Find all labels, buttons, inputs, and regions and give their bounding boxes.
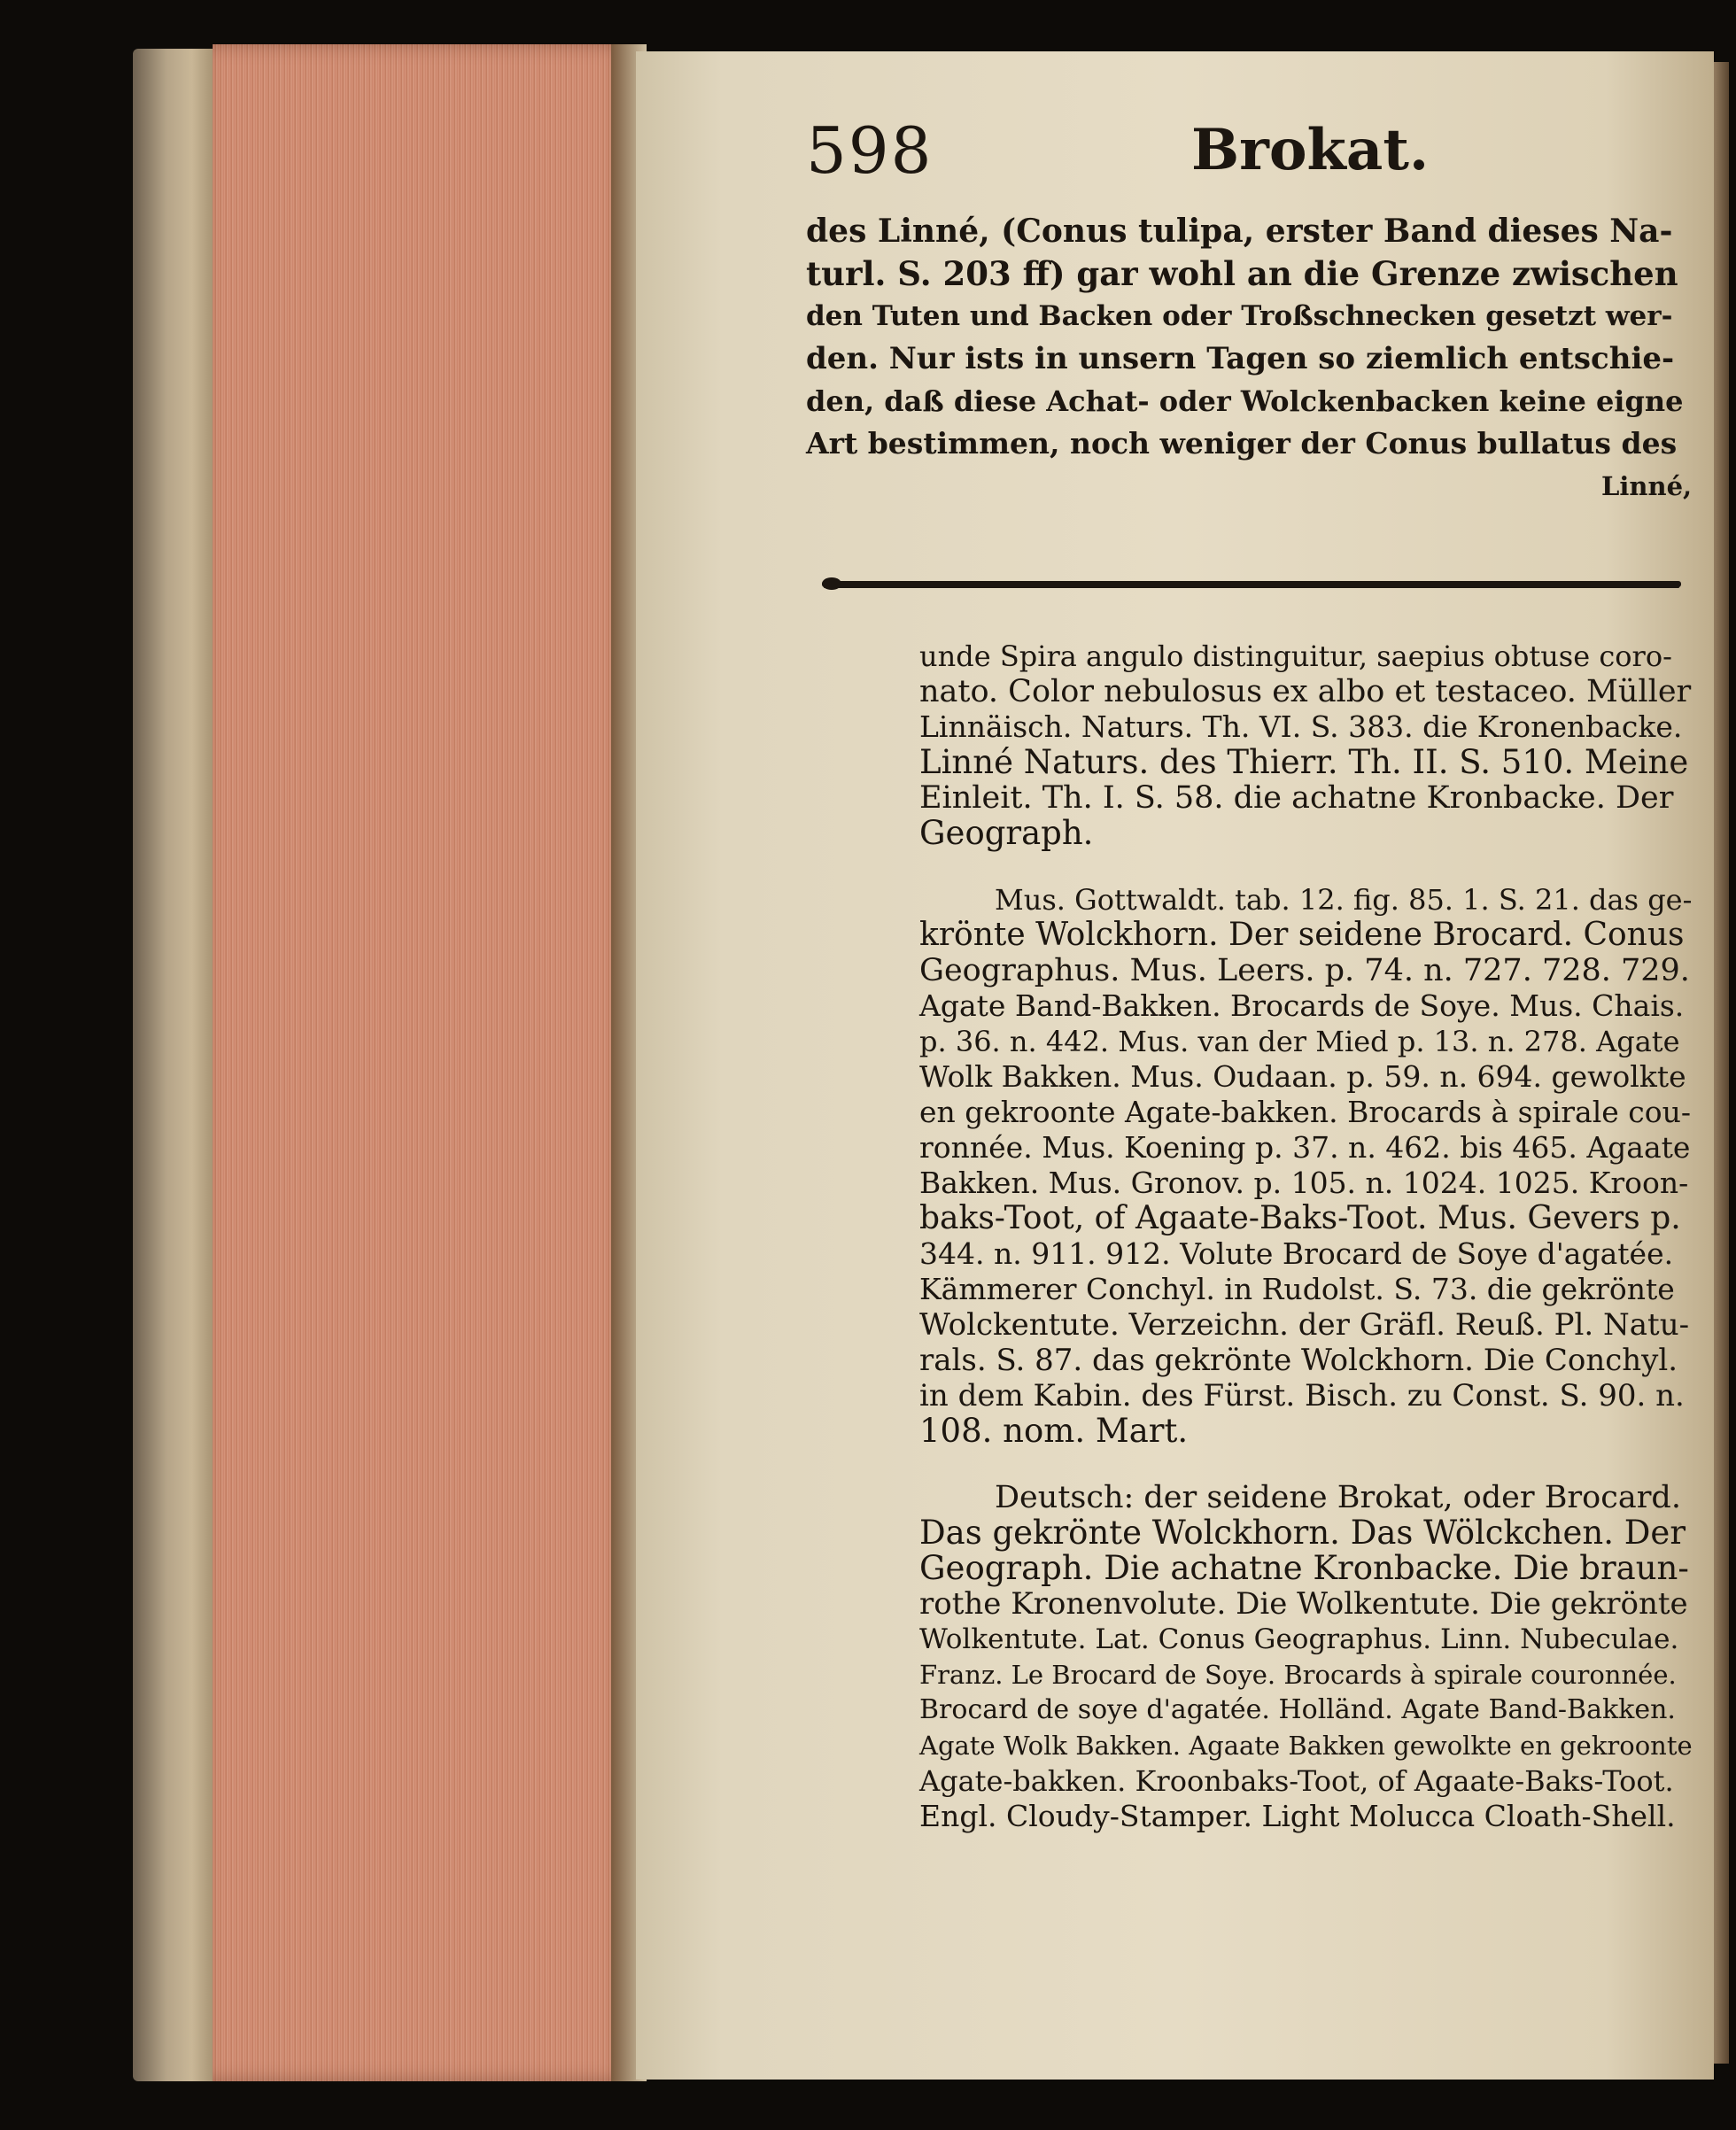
text-line: p. 36. n. 442. Mus. van der Mied p. 13. n. 278. Agate <box>919 1025 1680 1058</box>
running-head: Brokat. <box>1191 117 1430 183</box>
text-line: ronnée. Mus. Koening p. 37. n. 462. bis 465. Agaate <box>919 1130 1691 1165</box>
text-line: Linné Naturs. des Thierr. Th. II. S. 510. Meine <box>919 743 1689 781</box>
text-line: rals. S. 87. das gekrönte Wolckhorn. Die Conchyl. <box>919 1343 1678 1378</box>
page-number: 598 <box>806 113 934 188</box>
text-line: Linnäisch. Naturs. Th. VI. S. 383. die Kronenbacke. <box>919 709 1683 744</box>
text-line: Linné, <box>1601 471 1693 501</box>
text-line: 108. nom. Mart. <box>919 1412 1189 1450</box>
text-line: in dem Kabin. des Fürst. Bisch. zu Const. S. 90. n. <box>919 1378 1685 1414</box>
text-line: turl. S. 203 ff) gar wohl an die Grenze zwischen <box>806 254 1678 293</box>
text-line: 344. n. 911. 912. Volute Brocard de Soye d'agatée. <box>919 1236 1674 1271</box>
text-line: Wolckentute. Verzeichn. der Gräfl. Reuß. Pl. Natu- <box>919 1307 1690 1343</box>
text-line: Geograph. Die achatne Kronbacke. Die braun- <box>919 1549 1689 1587</box>
text-line: Engl. Cloudy-Stamper. Light Molucca Cloath-Shell. <box>919 1799 1676 1833</box>
text-line: Das gekrönte Wolckhorn. Das Wölckchen. Der <box>919 1514 1686 1552</box>
text-line: Kämmerer Conchyl. in Rudolst. S. 73. die gekrönte <box>919 1272 1675 1306</box>
text-line: des Linné, (Conus tulipa, erster Band dieses Na- <box>806 213 1673 250</box>
text-line: Geographus. Mus. Leers. p. 74. n. 727. 728. 729. <box>919 953 1690 988</box>
book-page <box>636 51 1714 2080</box>
text-line: Franz. Le Brocard de Soye. Brocards à spirale couronnée. <box>919 1660 1677 1690</box>
text-line: Deutsch: der seidene Brokat, oder Brocard. <box>995 1480 1681 1515</box>
text-line: krönte Wolckhorn. Der seidene Brocard. Conus <box>919 917 1685 953</box>
text-line: Bakken. Mus. Gronov. p. 105. n. 1024. 1025. Kroon- <box>919 1166 1689 1200</box>
book-cover-edge <box>133 49 217 2081</box>
text-line: nato. Color nebulosus ex albo et testaceo. Müller <box>919 674 1692 709</box>
text-line: Art bestimmen, noch weniger der Conus bullatus des <box>806 426 1678 461</box>
text-line: Mus. Gottwaldt. tab. 12. fig. 85. 1. S. 21. das ge- <box>995 883 1693 917</box>
page-edges <box>213 44 629 2081</box>
text-line: Geograph. <box>919 814 1094 852</box>
text-line: Wolk Bakken. Mus. Oudaan. p. 59. n. 694. gewolkte <box>919 1059 1686 1094</box>
text-line: Agate Wolk Bakken. Agaate Bakken gewolkte en gekroonte <box>919 1731 1693 1761</box>
text-line: den Tuten und Backen oder Troßschnecken gesetzt wer- <box>806 300 1673 332</box>
text-line: rothe Kronenvolute. Die Wolkentute. Die gekrönte <box>919 1586 1688 1622</box>
page-header <box>806 113 1515 193</box>
text-line: unde Spira angulo distinguitur, saepius obtuse coro- <box>919 639 1672 673</box>
footnote-divider-rule <box>822 581 1681 587</box>
text-line: Brocard de soye d'agatée. Holländ. Agate Band-Bakken. <box>919 1694 1676 1725</box>
text-line: Einleit. Th. I. S. 58. die achatne Kronbacke. Der <box>919 780 1674 816</box>
text-line: Agate Band-Bakken. Brocards de Soye. Mus. Chais. <box>919 988 1685 1023</box>
text-line: Agate-bakken. Kroonbaks-Toot, of Agaate-Baks-Toot. <box>919 1764 1674 1798</box>
text-line: Wolkentute. Lat. Conus Geographus. Linn. Nubeculae. <box>919 1623 1679 1655</box>
text-line: en gekroonte Agate-bakken. Brocards à spirale cou- <box>919 1095 1692 1129</box>
text-line: den. Nur ists in unsern Tagen so ziemlich entschie- <box>806 341 1675 376</box>
text-line: den, daß diese Achat- oder Wolckenbacken keine eigne <box>806 384 1684 418</box>
text-line: baks-Toot, of Agaate-Baks-Toot. Mus. Gevers p. <box>919 1200 1681 1236</box>
